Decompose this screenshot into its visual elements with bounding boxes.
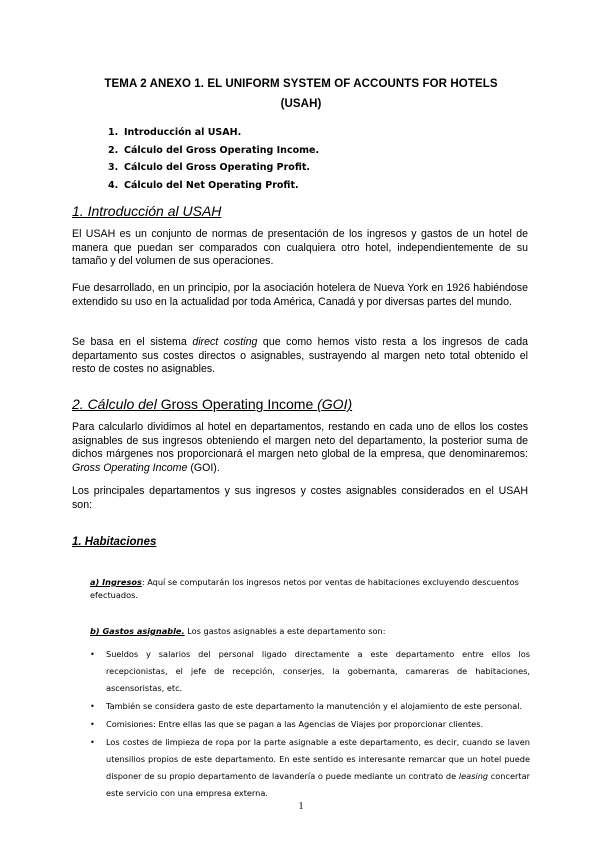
leasing-term: leasing (458, 771, 489, 781)
toc-number: 2. (108, 144, 119, 156)
section-2-paragraph-1 (72, 421, 528, 475)
list-item (90, 646, 530, 697)
bullet-marker: • (90, 649, 95, 659)
paragraph-text: Para calcularlo dividimos al hotel en departamentos, restando en cada uno de ellos los costes asignables de sus ingresos obteniendo el margen neto del departamento, la posterior suma de dichos márgenes nos proporcionará el margen neto global de la empresa, que denominaremos: (72, 421, 528, 461)
toc-label: Cálculo del Gross Operating Income. (124, 144, 320, 156)
toc-label: Cálculo del Gross Operating Profit. (124, 162, 311, 173)
toc-item (108, 177, 319, 195)
gastos-text: Los gastos asignables a este departamento son: (184, 626, 386, 636)
bullet-marker: • (90, 701, 95, 711)
section-1-paragraph-3 (72, 336, 528, 377)
paragraph-text: Se basa en el sistema (72, 336, 193, 348)
bullet-marker: • (90, 737, 95, 747)
section-1-paragraph-1: El USAH es un conjunto de normas de presentación de los ingresos y gastos de un hotel de manera que puedan ser comparados con cualquiera otro hotel, independientemente de su tamaño y del volumen de sus operaciones. (72, 228, 528, 268)
ingresos-text: : Aquí se computarán los ingresos netos por ventas de habitaciones excluyendo descuentos efectuados. (90, 577, 519, 600)
bullet-marker: • (90, 719, 95, 729)
title-line-1: TEMA 2 ANEXO 1. EL UNIFORM SYSTEM OF ACCOUNTS FOR HOTELS (104, 78, 498, 90)
paragraph-text: que como hemos visto resta a los ingresos de cada departamento sus costes directos o asignables, sustrayendo al margen neto total obtenido el resto de costes no asignables. (72, 336, 528, 376)
list-item-text: Sueldos y salarios del personal ligado directamente a este departamento entre ellos los recepcionistas, el jefe de recepción, conserjes, la gobernanta, camareras de habitaciones, ascensoristas, etc. (106, 649, 530, 693)
heading-part: 2. Cálculo del (72, 396, 161, 412)
direct-costing-term: direct costing (192, 336, 258, 348)
list-item (90, 716, 530, 733)
heading-part: Gross Operating Income (160, 396, 318, 412)
toc-item (108, 159, 319, 177)
toc-number: 4. (108, 179, 119, 191)
section-1-heading: 1. Introducción al USAH (72, 203, 222, 219)
gastos-item (90, 625, 520, 638)
list-item (90, 698, 530, 715)
toc-label: Introducción al USAH. (124, 127, 242, 138)
toc-number: 1. (108, 127, 119, 138)
list-item-text: Comisiones: Entre ellas las que se pagan a las Agencias de Viajes por proporcionar clientes. (106, 719, 484, 729)
toc-label: Cálculo del Net Operating Profit. (124, 179, 299, 191)
section-2-heading (72, 396, 352, 412)
goi-term: Gross Operating Income (72, 461, 188, 474)
toc-number: 3. (108, 162, 119, 173)
list-item-text: También se considera gasto de este departamento la manutención y el alojamiento de este personal. (106, 701, 523, 711)
list-item-text: concertar este servicio con una empresa externa. (106, 771, 530, 798)
table-of-contents (108, 124, 319, 194)
ingresos-label: a) Ingresos (90, 577, 142, 587)
section-2-paragraph-2: Los principales departamentos y sus ingresos y costes asignables considerados en el USAH son: (72, 485, 528, 511)
page-number: 1 (298, 801, 304, 812)
gastos-list (90, 646, 530, 803)
list-item-text: Los costes de limpieza de ropa por la parte asignable a este departamento, es decir, cuando se laven utensilios propios de este departamento. En este sentido es interesante remarcar que un hotel puede disponer de su propio departamento de lavandería o puede mediante un contrato de (106, 737, 530, 781)
toc-item (108, 124, 319, 142)
gastos-label: b) Gastos asignable. (90, 626, 185, 636)
habitaciones-heading: 1. Habitaciones (72, 536, 157, 548)
document-title (60, 74, 542, 114)
title-line-2: (USAH) (280, 98, 322, 110)
section-1-paragraph-2: Fue desarrollado, en un principio, por la asociación hotelera de Nueva York en 1926 habiéndose extendido su uso en la actualidad por toda América, Canadá y por diversas partes del mundo. (72, 282, 528, 308)
toc-item (108, 142, 319, 160)
paragraph-text: (GOI). (187, 461, 220, 474)
ingresos-item (90, 576, 520, 602)
heading-part: (GOI) (317, 396, 353, 412)
list-item (90, 734, 530, 802)
